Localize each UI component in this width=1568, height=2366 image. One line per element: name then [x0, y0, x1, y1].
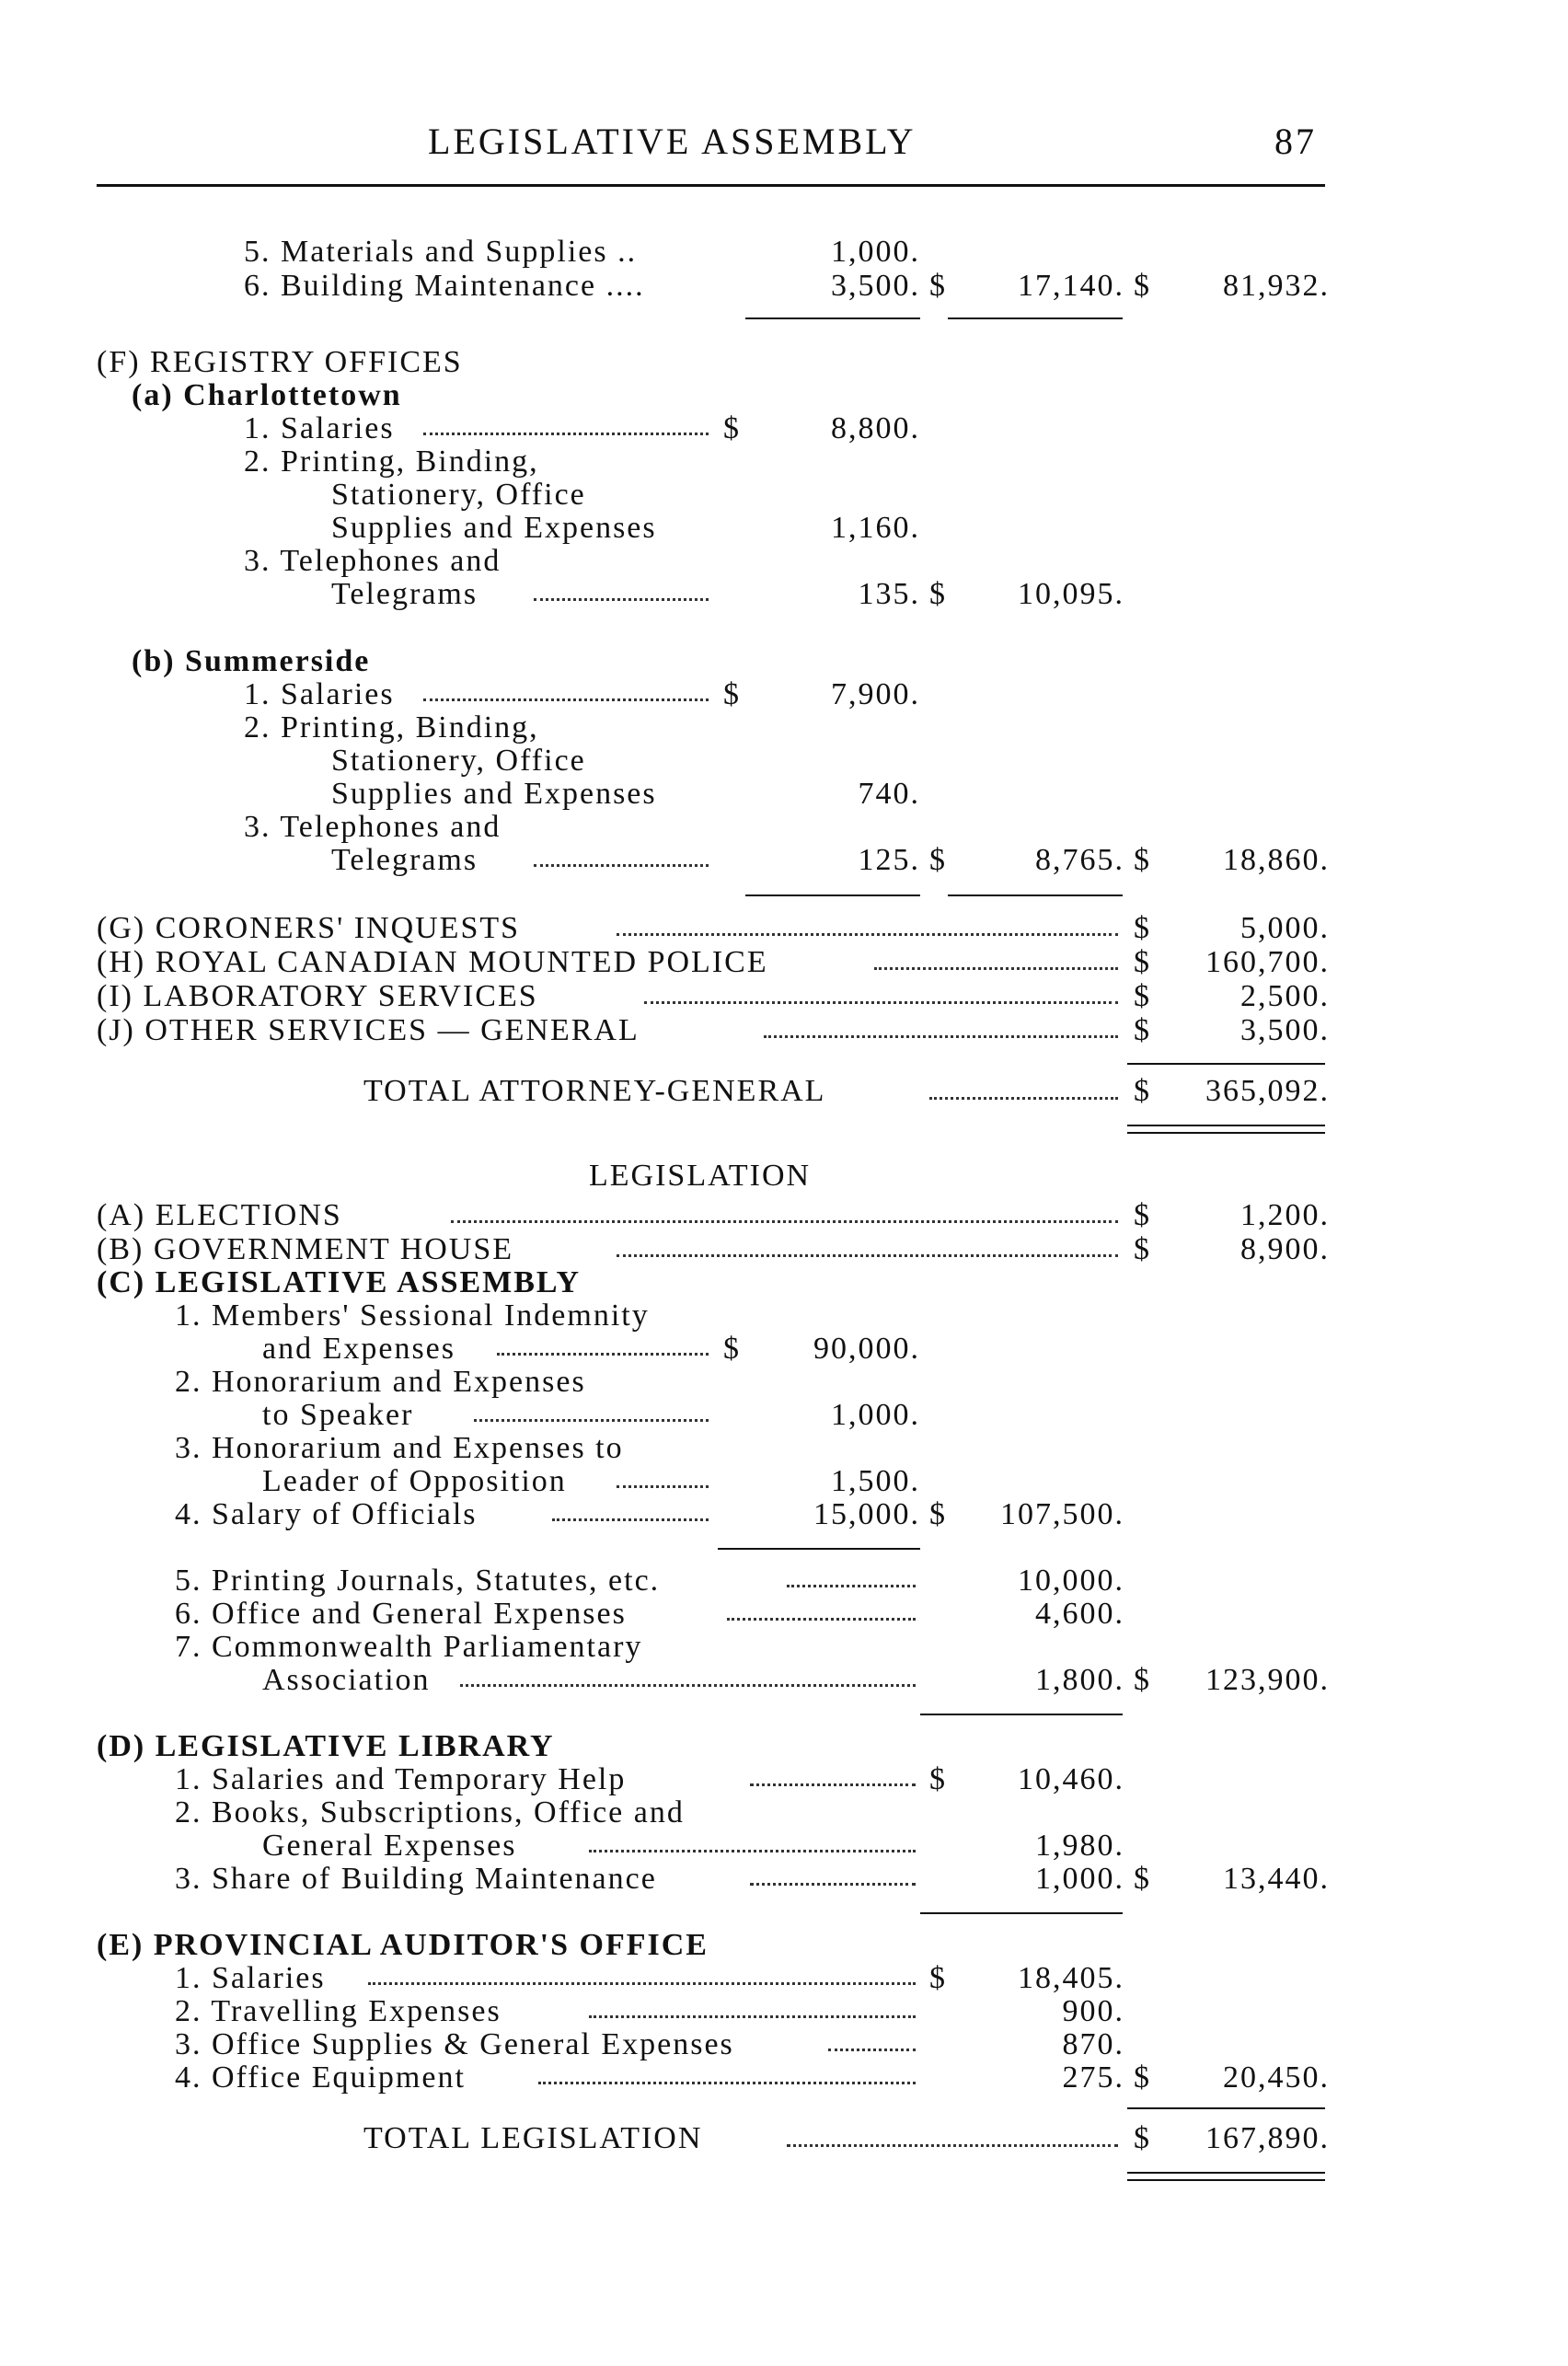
sum-rule [948, 317, 1123, 319]
section-line: (G) CORONERS' INQUESTS [97, 911, 521, 945]
leader-dots [368, 1982, 916, 1985]
page-number: 87 [1274, 121, 1317, 162]
item-label: General Expenses [262, 1829, 517, 1863]
item-label: 2. Printing, Binding, [244, 710, 539, 744]
item-label: 3. Office Supplies & General Expenses [175, 2027, 734, 2061]
dollar-sign: $ [723, 1332, 741, 1366]
item-label: 1. Members' Sessional Indemnity [175, 1298, 650, 1333]
sum-rule [948, 894, 1123, 896]
leader-dots [617, 933, 1118, 936]
item-label: 3. Telephones and [244, 544, 502, 578]
amount: 125. [858, 843, 920, 877]
dollar-sign: $ [723, 677, 741, 711]
item-label: Supplies and Expenses [331, 777, 657, 811]
item-label: 2. Printing, Binding, [244, 444, 539, 479]
dollar-sign: $ [929, 1497, 947, 1531]
amount: 8,800. [831, 411, 920, 445]
dollar-sign: $ [1134, 1862, 1151, 1896]
item-label: and Expenses [262, 1332, 456, 1366]
grand-total: 167,890. [1205, 2121, 1330, 2155]
dollar-sign: $ [1134, 843, 1151, 877]
double-rule [1127, 1125, 1325, 1126]
amount: 2,500. [1240, 979, 1330, 1013]
amount: 1,980. [1035, 1829, 1124, 1863]
item-label: 7. Commonwealth Parliamentary [175, 1630, 643, 1664]
amount: 3,500. [831, 269, 920, 303]
leader-dots [474, 1419, 709, 1422]
item-label: 5. Materials and Supplies .. [244, 235, 638, 269]
dollar-sign: $ [929, 269, 947, 303]
subtotal: 8,765. [1035, 843, 1124, 877]
dollar-sign: $ [1134, 1074, 1151, 1108]
dollar-sign: $ [1134, 1198, 1151, 1232]
item-label: 1. Salaries [175, 1961, 326, 1995]
item-label: to Speaker [262, 1398, 414, 1432]
sum-rule [920, 1714, 1123, 1715]
item-label: 2. Books, Subscriptions, Office and [175, 1795, 685, 1829]
leader-dots [929, 1097, 1118, 1100]
amount: 1,000. [831, 1398, 920, 1432]
dollar-sign: $ [1134, 1232, 1151, 1266]
amount: 1,000. [831, 235, 920, 269]
dollar-sign: $ [1134, 979, 1151, 1013]
item-label: Leader of Opposition [262, 1464, 567, 1498]
item-label: 4. Office Equipment [175, 2060, 466, 2095]
item-label: 3. Honorarium and Expenses to [175, 1431, 624, 1465]
amount: 90,000. [813, 1332, 920, 1366]
leader-dots [750, 1783, 916, 1786]
section-line: (B) GOVERNMENT HOUSE [97, 1232, 514, 1266]
dollar-sign: $ [1134, 911, 1151, 945]
item-label: 4. Salary of Officials [175, 1497, 478, 1531]
subsection-heading: (a) Charlottetown [132, 378, 402, 412]
subsection-heading: (b) Summerside [132, 644, 371, 678]
leader-dots [617, 1254, 1118, 1257]
leader-dots [750, 1883, 916, 1886]
section-heading: (D) LEGISLATIVE LIBRARY [97, 1729, 555, 1763]
section-heading: (C) LEGISLATIVE ASSEMBLY [97, 1265, 582, 1299]
sum-rule [1127, 1063, 1325, 1065]
double-rule [1127, 2172, 1325, 2174]
section-heading: (F) REGISTRY OFFICES [97, 345, 463, 379]
subtotal: 10,095. [1018, 577, 1124, 611]
grand-total: 365,092. [1205, 1074, 1330, 1108]
section-line: (I) LABORATORY SERVICES [97, 979, 538, 1013]
page-title: LEGISLATIVE ASSEMBLY [428, 121, 917, 162]
amount: 4,600. [1035, 1597, 1124, 1631]
sum-rule [920, 1912, 1123, 1914]
item-label: 1. Salaries [244, 677, 395, 711]
section-line: (J) OTHER SERVICES — GENERAL [97, 1013, 640, 1047]
total-label: TOTAL ATTORNEY-GENERAL [363, 1074, 826, 1108]
dollar-sign: $ [929, 1961, 947, 1995]
amount: 5,000. [1240, 911, 1330, 945]
leader-dots [727, 1618, 916, 1621]
dollar-sign: $ [929, 1762, 947, 1796]
dollar-sign: $ [1134, 2060, 1151, 2095]
dollar-sign: $ [929, 843, 947, 877]
dollar-sign: $ [1134, 269, 1151, 303]
sum-rule [745, 317, 920, 319]
amount: 10,460. [1018, 1762, 1124, 1796]
dollar-sign: $ [1134, 1663, 1151, 1697]
leader-dots [552, 1518, 709, 1521]
item-label: 2. Honorarium and Expenses [175, 1365, 586, 1399]
amount: 7,900. [831, 677, 920, 711]
amount: 160,700. [1205, 945, 1330, 979]
sum-rule [745, 894, 920, 896]
leader-dots [534, 864, 709, 867]
double-rule [1127, 2179, 1325, 2181]
leader-dots [874, 967, 1118, 970]
amount: 1,200. [1240, 1198, 1330, 1232]
leader-dots [764, 1035, 1118, 1038]
section-heading: (E) PROVINCIAL AUDITOR'S OFFICE [97, 1928, 709, 1962]
amount: 870. [1062, 2027, 1124, 2061]
leader-dots [423, 433, 709, 435]
item-label: 6. Building Maintenance .... [244, 269, 645, 303]
sum-rule [1127, 2107, 1325, 2109]
item-label: 3. Share of Building Maintenance [175, 1862, 657, 1896]
item-label: Association [262, 1663, 431, 1697]
total: 123,900. [1205, 1663, 1330, 1697]
amount: 1,800. [1035, 1663, 1124, 1697]
total: 13,440. [1223, 1862, 1330, 1896]
amount: 1,160. [831, 511, 920, 545]
amount: 740. [858, 777, 920, 811]
total-label: TOTAL LEGISLATION [363, 2121, 703, 2155]
sum-rule [718, 1548, 920, 1550]
amount: 15,000. [813, 1497, 920, 1531]
leader-dots [787, 2144, 1118, 2147]
dollar-sign: $ [1134, 1013, 1151, 1047]
item-label: Telegrams [331, 843, 478, 877]
item-label: 1. Salaries [244, 411, 395, 445]
leader-dots [534, 598, 709, 601]
double-rule [1127, 1132, 1325, 1134]
section-title: LEGISLATION [589, 1159, 812, 1193]
amount: 3,500. [1240, 1013, 1330, 1047]
subtotal: 17,140. [1018, 269, 1124, 303]
dollar-sign: $ [1134, 2121, 1151, 2155]
amount: 8,900. [1240, 1232, 1330, 1266]
amount: 900. [1062, 1994, 1124, 2028]
item-label: 3. Telephones and [244, 810, 502, 844]
item-label: Supplies and Expenses [331, 511, 657, 545]
item-label: Stationery, Office [331, 744, 586, 778]
section-line: (H) ROYAL CANADIAN MOUNTED POLICE [97, 945, 768, 979]
leader-dots [423, 698, 709, 701]
leader-dots [644, 1001, 1118, 1004]
leader-dots [589, 2015, 916, 2018]
item-label: Stationery, Office [331, 478, 586, 512]
amount: 1,500. [831, 1464, 920, 1498]
amount: 18,405. [1018, 1961, 1124, 1995]
item-label: 2. Travelling Expenses [175, 1994, 502, 2028]
dollar-sign: $ [929, 577, 947, 611]
subtotal: 107,500. [1000, 1497, 1124, 1531]
section-line: (A) ELECTIONS [97, 1198, 342, 1232]
amount: 135. [858, 577, 920, 611]
dollar-sign: $ [723, 411, 741, 445]
item-label: 6. Office and General Expenses [175, 1597, 627, 1631]
leader-dots [538, 2082, 916, 2084]
item-label: 5. Printing Journals, Statutes, etc. [175, 1564, 661, 1598]
total: 18,860. [1223, 843, 1330, 877]
leader-dots [460, 1684, 916, 1687]
header-rule [97, 184, 1325, 187]
item-label: 1. Salaries and Temporary Help [175, 1762, 627, 1796]
leader-dots [497, 1353, 709, 1356]
dollar-sign: $ [1134, 945, 1151, 979]
total: 20,450. [1223, 2060, 1330, 2095]
amount: 10,000. [1018, 1564, 1124, 1598]
amount: 1,000. [1035, 1862, 1124, 1896]
leader-dots [451, 1220, 1118, 1223]
total: 81,932. [1223, 269, 1330, 303]
leader-dots [589, 1850, 916, 1852]
item-label: Telegrams [331, 577, 478, 611]
amount: 275. [1062, 2060, 1124, 2095]
